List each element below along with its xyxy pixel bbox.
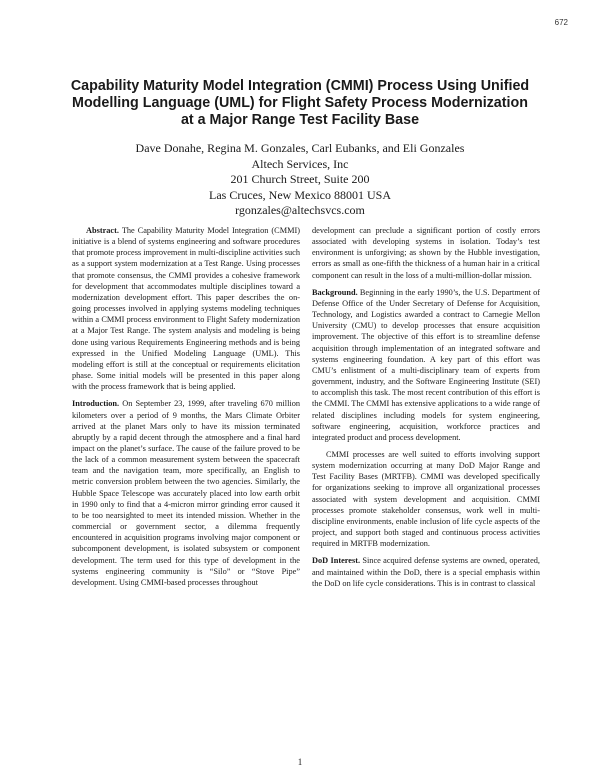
author-block bbox=[60, 141, 540, 219]
introduction-paragraph bbox=[72, 398, 300, 588]
abstract-heading: Abstract. bbox=[86, 226, 119, 235]
header-page-number: 672 bbox=[554, 18, 568, 27]
abstract-paragraph bbox=[72, 225, 300, 392]
paper-title: Capability Maturity Model Integration (CMMI) Process Using Unified Modelling Language (UML) for Flight Safety Process Modernization at a Major Range Test Facility Base bbox=[70, 78, 530, 129]
background-heading: Background. bbox=[312, 287, 358, 297]
continued-paragraph: development can preclude a significant portion of costly errors associated with developing systems in isolation. Today’s test environment is unforgiving; as shown by the Hubble investigation, errors as small as one-fifth the thickness of a human hair in a critical component can result in the loss of a multi-million-dollar mission. bbox=[312, 226, 540, 280]
author-city: Las Cruces, New Mexico 88001 USA bbox=[209, 187, 391, 202]
abstract-text: The Capability Maturity Model Integration (CMMI) initiative is a blend of systems engineering and software procedures that promote process improvement in multi-discipline activities such as a support system modernization at a Test Range. Using processes that promote consensus, the CMMI provides a cohesive framework for development that accommodates multiple disciplines toward a modernization development effort. This paper describes the on-going processes involved in applying systems modeling techniques within a CMMI process environment to Flight Safety modernization at a Major Test Range. The system analysis and modeling is being done using various Requirements Engineering methods and is being expressed in the Unified Modeling Language (UML). This modeling effort is still at the conceptual or requirements elicitation phase. Some initial models will be presented in this paper along with the process framework that is being applied. bbox=[72, 226, 300, 392]
introduction-heading: Introduction. bbox=[72, 399, 120, 409]
author-names: Dave Donahe, Regina M. Gonzales, Carl Eubanks, and Eli Gonzales bbox=[135, 141, 465, 155]
cmmi-paragraph: CMMI processes are well suited to efforts involving support system modernization occurring at many DoD Major Range and Test Facility Bases (MRTFB). CMMI was developed specifically for organizations seeking to improve all organizational processes associated with system development and acquisition. CMMI processes promote stakeholder consensus, work well in multi-discipline environments, enable inclusion of life cycle aspects of the project, and support both staged and continuous process activities required in MRTFB modernization. bbox=[312, 449, 540, 549]
background-paragraph bbox=[312, 287, 540, 443]
introduction-text: On September 23, 1999, after traveling 670 million kilometers over a period of 9 months, the Mars Climate Orbiter arrived at the planet Mars only to have its mission terminated abruptly by a rapid decent through the atmosphere and a final hard impact on the planet’s surface. The cause of the failure proved to be the lack of a common measurement system between the spacecraft team and the navigation team, more specifically, an English to metric conversion problem between the two agencies. Similarly, the Hubble Space Telescope was accurately placed into low earth orbit in 1990 only to find that a 4-micron mirror grinding error caused it to be too nearsighted to meet its intended mission. Whether in the commercial or government sector, a dilemma frequently encountered in acquisition programs involving major component or subcomponent development, is isolated subsystem or component development. The term used for this type of development in the systems engineering community is “Silo” or “Stove Pipe” development. Using CMMI-based processes throughout bbox=[72, 399, 300, 587]
right-column bbox=[312, 225, 540, 595]
background-text: Beginning in the early 1990’s, the U.S. Department of Defense Office of the Under Secretary of Defense for Acquisition, Technology, and Logistics awarded a contract to Carnegie Mellon University (CMU) to develop processes that ensure acquisition improvement. The objective of this effort is to streamline defense acquisition through implementation of an integrated software and systems engineering foundation. A key part of this effort was CMU’s enlistment of a multi-disciplinary team of experts from government, industry, and the Software Engineering Institute (SEI) to accomplish this task. The most recent contribution of this effort is the CMMI. The CMMI has extensive applications to a wide range of related disciplines including models for system engineering, software engineering, acquisition, workforce practices and integrated product and process development. bbox=[312, 287, 540, 442]
left-column bbox=[72, 225, 300, 594]
author-organization: Altech Services, Inc bbox=[251, 156, 349, 171]
dod-interest-paragraph bbox=[312, 555, 540, 588]
dod-interest-heading: DoD Interest. bbox=[312, 556, 361, 566]
author-email: rgonzales@altechsvcs.com bbox=[235, 203, 365, 217]
author-street: 201 Church Street, Suite 200 bbox=[230, 172, 370, 186]
footer-page-number: 1 bbox=[297, 757, 303, 767]
dod-interest-text: Since acquired defense systems are owned, operated, and maintained within the DoD, there is a special emphasis within the DoD on life cycle considerations. This is in contrast to classical bbox=[312, 556, 540, 588]
